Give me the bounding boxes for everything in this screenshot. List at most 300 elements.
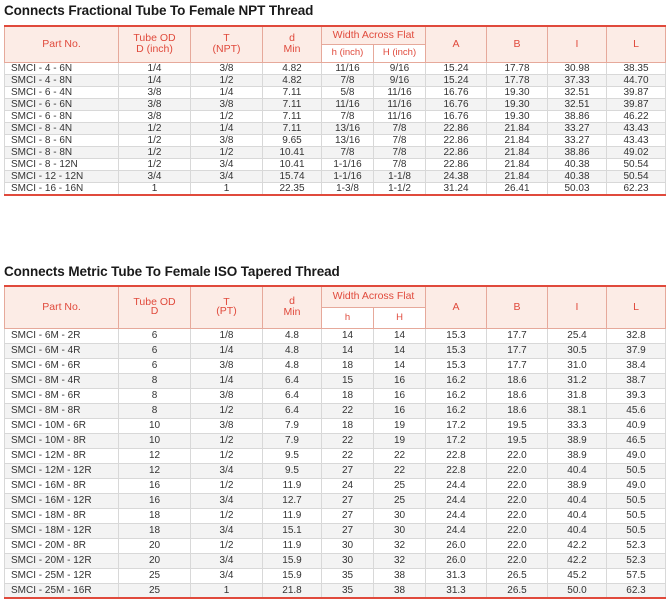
cell-tube-od: 12 xyxy=(119,448,191,463)
cell-a: 16.2 xyxy=(426,403,487,418)
cell-a: 24.4 xyxy=(426,523,487,538)
cell-a: 24.4 xyxy=(426,508,487,523)
cell-thread: 3/4 xyxy=(191,523,263,538)
fractional-table-body xyxy=(5,62,666,195)
cell-i: 38.9 xyxy=(548,433,607,448)
cell-d-min: 21.8 xyxy=(263,583,322,598)
cell-thread: 3/8 xyxy=(191,98,263,110)
cell-thread: 3/4 xyxy=(191,170,263,182)
header-l: L xyxy=(607,286,666,328)
cell-tube-od: 1/2 xyxy=(119,122,191,134)
header-tube-od: Tube OD D (inch) xyxy=(119,26,191,62)
cell-part-no: SMCI - 6M - 4R xyxy=(5,343,119,358)
cell-a: 22.86 xyxy=(426,146,487,158)
metric-iso-table xyxy=(4,285,666,599)
cell-tube-od: 20 xyxy=(119,538,191,553)
cell-h-small: 22 xyxy=(322,433,374,448)
cell-d-min: 4.8 xyxy=(263,358,322,373)
cell-i: 37.33 xyxy=(548,74,607,86)
cell-b: 19.30 xyxy=(487,86,548,98)
cell-h-small: 22 xyxy=(322,403,374,418)
cell-a: 24.38 xyxy=(426,170,487,182)
cell-i: 31.8 xyxy=(548,388,607,403)
cell-part-no: SMCI - 16M - 8R xyxy=(5,478,119,493)
cell-h-small: 27 xyxy=(322,463,374,478)
cell-l: 49.0 xyxy=(607,478,666,493)
cell-d-min: 11.9 xyxy=(263,478,322,493)
cell-h-large: 38 xyxy=(374,568,426,583)
cell-part-no: SMCI - 8M - 4R xyxy=(5,373,119,388)
cell-l: 50.54 xyxy=(607,158,666,170)
cell-i: 38.86 xyxy=(548,146,607,158)
cell-thread: 1/2 xyxy=(191,74,263,86)
cell-b: 19.5 xyxy=(487,418,548,433)
cell-part-no: SMCI - 4 - 8N xyxy=(5,74,119,86)
cell-b: 17.7 xyxy=(487,328,548,343)
cell-l: 40.9 xyxy=(607,418,666,433)
cell-d-min: 6.4 xyxy=(263,403,322,418)
cell-thread: 3/8 xyxy=(191,134,263,146)
cell-h-large: 14 xyxy=(374,343,426,358)
table-row xyxy=(5,418,666,433)
table-row xyxy=(5,358,666,373)
cell-i: 38.1 xyxy=(548,403,607,418)
cell-tube-od: 16 xyxy=(119,493,191,508)
cell-tube-od: 1/2 xyxy=(119,158,191,170)
cell-b: 21.84 xyxy=(487,146,548,158)
table-row xyxy=(5,328,666,343)
cell-h-large: 32 xyxy=(374,538,426,553)
cell-tube-od: 6 xyxy=(119,328,191,343)
table-row xyxy=(5,98,666,110)
cell-part-no: SMCI - 18M - 8R xyxy=(5,508,119,523)
cell-h-large: 7/8 xyxy=(374,158,426,170)
cell-b: 22.0 xyxy=(487,538,548,553)
cell-h-small: 7/8 xyxy=(322,110,374,122)
table-row xyxy=(5,388,666,403)
cell-h-large: 9/16 xyxy=(374,74,426,86)
cell-l: 57.5 xyxy=(607,568,666,583)
table-row xyxy=(5,74,666,86)
cell-part-no: SMCI - 8 - 8N xyxy=(5,146,119,158)
cell-a: 26.0 xyxy=(426,553,487,568)
cell-h-small: 7/8 xyxy=(322,146,374,158)
cell-part-no: SMCI - 20M - 8R xyxy=(5,538,119,553)
cell-i: 42.2 xyxy=(548,538,607,553)
cell-l: 39.87 xyxy=(607,98,666,110)
cell-d-min: 10.41 xyxy=(263,146,322,158)
cell-h-small: 27 xyxy=(322,523,374,538)
cell-i: 42.2 xyxy=(548,553,607,568)
cell-h-small: 30 xyxy=(322,553,374,568)
cell-a: 22.86 xyxy=(426,158,487,170)
cell-l: 62.23 xyxy=(607,182,666,195)
cell-h-small: 30 xyxy=(322,538,374,553)
cell-i: 50.0 xyxy=(548,583,607,598)
cell-h-small: 35 xyxy=(322,568,374,583)
table-row xyxy=(5,508,666,523)
cell-l: 50.5 xyxy=(607,463,666,478)
cell-l: 49.0 xyxy=(607,448,666,463)
cell-l: 43.43 xyxy=(607,122,666,134)
cell-a: 17.2 xyxy=(426,433,487,448)
header-part-no: Part No. xyxy=(5,26,119,62)
cell-a: 31.3 xyxy=(426,583,487,598)
cell-a: 31.3 xyxy=(426,568,487,583)
cell-a: 22.8 xyxy=(426,463,487,478)
header-h-large: H (inch) xyxy=(374,44,426,62)
cell-thread: 1/4 xyxy=(191,343,263,358)
cell-h-small: 1-3/8 xyxy=(322,182,374,195)
cell-i: 40.4 xyxy=(548,523,607,538)
cell-h-small: 1-1/16 xyxy=(322,170,374,182)
cell-tube-od: 18 xyxy=(119,523,191,538)
cell-h-large: 22 xyxy=(374,448,426,463)
cell-part-no: SMCI - 6 - 8N xyxy=(5,110,119,122)
cell-b: 17.78 xyxy=(487,74,548,86)
cell-h-small: 27 xyxy=(322,508,374,523)
cell-tube-od: 3/8 xyxy=(119,86,191,98)
cell-h-large: 16 xyxy=(374,403,426,418)
cell-d-min: 22.35 xyxy=(263,182,322,195)
cell-i: 40.4 xyxy=(548,463,607,478)
cell-h-large: 14 xyxy=(374,328,426,343)
header-tube-od: Tube OD D xyxy=(119,286,191,328)
cell-b: 17.78 xyxy=(487,62,548,74)
cell-tube-od: 3/8 xyxy=(119,110,191,122)
cell-part-no: SMCI - 8 - 6N xyxy=(5,134,119,146)
header-l: L xyxy=(607,26,666,62)
cell-thread: 1/2 xyxy=(191,538,263,553)
cell-part-no: SMCI - 4 - 6N xyxy=(5,62,119,74)
cell-part-no: SMCI - 16 - 16N xyxy=(5,182,119,195)
table-row xyxy=(5,158,666,170)
table-row xyxy=(5,463,666,478)
header-b: B xyxy=(487,286,548,328)
cell-d-min: 9.5 xyxy=(263,463,322,478)
cell-thread: 1/2 xyxy=(191,146,263,158)
cell-i: 38.86 xyxy=(548,110,607,122)
cell-b: 26.41 xyxy=(487,182,548,195)
cell-b: 22.0 xyxy=(487,493,548,508)
table-row xyxy=(5,110,666,122)
cell-d-min: 4.8 xyxy=(263,328,322,343)
cell-part-no: SMCI - 10M - 6R xyxy=(5,418,119,433)
cell-thread: 1/2 xyxy=(191,110,263,122)
cell-i: 40.4 xyxy=(548,508,607,523)
cell-a: 26.0 xyxy=(426,538,487,553)
cell-l: 37.9 xyxy=(607,343,666,358)
cell-part-no: SMCI - 12M - 12R xyxy=(5,463,119,478)
cell-b: 17.7 xyxy=(487,343,548,358)
cell-thread: 1 xyxy=(191,583,263,598)
cell-h-small: 11/16 xyxy=(322,62,374,74)
cell-h-small: 18 xyxy=(322,358,374,373)
cell-b: 22.0 xyxy=(487,508,548,523)
cell-l: 32.8 xyxy=(607,328,666,343)
fractional-npt-table xyxy=(4,25,666,196)
cell-a: 16.76 xyxy=(426,86,487,98)
cell-l: 39.87 xyxy=(607,86,666,98)
cell-l: 43.43 xyxy=(607,134,666,146)
cell-i: 40.38 xyxy=(548,170,607,182)
cell-h-large: 25 xyxy=(374,478,426,493)
cell-thread: 1/4 xyxy=(191,373,263,388)
cell-i: 33.27 xyxy=(548,122,607,134)
cell-i: 40.4 xyxy=(548,493,607,508)
cell-h-large: 1-1/8 xyxy=(374,170,426,182)
cell-a: 15.24 xyxy=(426,62,487,74)
section-title-fractional: Connects Fractional Tube To Female NPT Thread xyxy=(4,3,314,18)
cell-i: 33.27 xyxy=(548,134,607,146)
cell-h-small: 1-1/16 xyxy=(322,158,374,170)
cell-tube-od: 10 xyxy=(119,433,191,448)
cell-b: 18.6 xyxy=(487,403,548,418)
cell-thread: 3/8 xyxy=(191,62,263,74)
cell-thread: 3/8 xyxy=(191,418,263,433)
cell-part-no: SMCI - 6 - 6N xyxy=(5,98,119,110)
table-row xyxy=(5,343,666,358)
cell-thread: 3/4 xyxy=(191,493,263,508)
cell-b: 17.7 xyxy=(487,358,548,373)
header-part-no: Part No. xyxy=(5,286,119,328)
cell-h-small: 18 xyxy=(322,418,374,433)
cell-a: 15.3 xyxy=(426,328,487,343)
cell-part-no: SMCI - 18M - 12R xyxy=(5,523,119,538)
cell-thread: 1/4 xyxy=(191,122,263,134)
cell-i: 33.3 xyxy=(548,418,607,433)
cell-b: 22.0 xyxy=(487,463,548,478)
cell-d-min: 12.7 xyxy=(263,493,322,508)
header-h-large: H xyxy=(374,307,426,328)
cell-l: 52.3 xyxy=(607,553,666,568)
cell-part-no: SMCI - 6 - 4N xyxy=(5,86,119,98)
cell-tube-od: 18 xyxy=(119,508,191,523)
cell-tube-od: 12 xyxy=(119,463,191,478)
cell-thread: 3/4 xyxy=(191,553,263,568)
cell-i: 38.9 xyxy=(548,448,607,463)
header-width-across-flat: Width Across Flat xyxy=(322,286,426,307)
cell-l: 52.3 xyxy=(607,538,666,553)
cell-h-small: 11/16 xyxy=(322,98,374,110)
cell-thread: 1/2 xyxy=(191,448,263,463)
cell-h-large: 32 xyxy=(374,553,426,568)
cell-tube-od: 8 xyxy=(119,388,191,403)
cell-part-no: SMCI - 10M - 8R xyxy=(5,433,119,448)
cell-tube-od: 6 xyxy=(119,358,191,373)
cell-h-large: 9/16 xyxy=(374,62,426,74)
table-row xyxy=(5,62,666,74)
cell-a: 31.24 xyxy=(426,182,487,195)
cell-b: 22.0 xyxy=(487,553,548,568)
cell-tube-od: 10 xyxy=(119,418,191,433)
cell-h-large: 16 xyxy=(374,388,426,403)
table-row xyxy=(5,568,666,583)
cell-b: 21.84 xyxy=(487,170,548,182)
header-thread: T (NPT) xyxy=(191,26,263,62)
header-h-small: h (inch) xyxy=(322,44,374,62)
cell-b: 26.5 xyxy=(487,583,548,598)
cell-l: 46.22 xyxy=(607,110,666,122)
cell-i: 30.98 xyxy=(548,62,607,74)
cell-b: 19.5 xyxy=(487,433,548,448)
cell-a: 15.3 xyxy=(426,343,487,358)
cell-l: 45.6 xyxy=(607,403,666,418)
metric-table-body xyxy=(5,328,666,598)
cell-h-large: 11/16 xyxy=(374,86,426,98)
table-row xyxy=(5,373,666,388)
table-row xyxy=(5,122,666,134)
cell-d-min: 7.11 xyxy=(263,110,322,122)
cell-i: 31.0 xyxy=(548,358,607,373)
cell-h-small: 27 xyxy=(322,493,374,508)
cell-h-large: 38 xyxy=(374,583,426,598)
cell-tube-od: 3/4 xyxy=(119,170,191,182)
cell-h-small: 24 xyxy=(322,478,374,493)
cell-b: 26.5 xyxy=(487,568,548,583)
cell-i: 38.9 xyxy=(548,478,607,493)
cell-h-small: 22 xyxy=(322,448,374,463)
header-h-small: h xyxy=(322,307,374,328)
cell-h-large: 7/8 xyxy=(374,134,426,146)
cell-part-no: SMCI - 6M - 2R xyxy=(5,328,119,343)
cell-part-no: SMCI - 8 - 12N xyxy=(5,158,119,170)
cell-l: 50.5 xyxy=(607,523,666,538)
cell-a: 16.76 xyxy=(426,98,487,110)
header-a: A xyxy=(426,26,487,62)
header-thread: T (PT) xyxy=(191,286,263,328)
cell-b: 19.30 xyxy=(487,110,548,122)
header-i: I xyxy=(548,286,607,328)
cell-part-no: SMCI - 8 - 4N xyxy=(5,122,119,134)
table-row xyxy=(5,583,666,598)
cell-part-no: SMCI - 25M - 16R xyxy=(5,583,119,598)
cell-d-min: 7.9 xyxy=(263,418,322,433)
cell-tube-od: 25 xyxy=(119,583,191,598)
cell-part-no: SMCI - 12 - 12N xyxy=(5,170,119,182)
cell-h-small: 13/16 xyxy=(322,122,374,134)
cell-h-large: 14 xyxy=(374,358,426,373)
cell-part-no: SMCI - 12M - 8R xyxy=(5,448,119,463)
cell-l: 39.3 xyxy=(607,388,666,403)
cell-b: 19.30 xyxy=(487,98,548,110)
cell-l: 50.54 xyxy=(607,170,666,182)
table-row xyxy=(5,478,666,493)
cell-b: 22.0 xyxy=(487,448,548,463)
cell-b: 21.84 xyxy=(487,158,548,170)
table-row xyxy=(5,523,666,538)
cell-h-large: 22 xyxy=(374,463,426,478)
cell-a: 16.2 xyxy=(426,373,487,388)
table-row xyxy=(5,553,666,568)
table-row xyxy=(5,493,666,508)
cell-a: 22.86 xyxy=(426,122,487,134)
cell-tube-od: 8 xyxy=(119,403,191,418)
cell-part-no: SMCI - 16M - 12R xyxy=(5,493,119,508)
cell-d-min: 15.9 xyxy=(263,568,322,583)
cell-thread: 1/8 xyxy=(191,328,263,343)
cell-l: 49.02 xyxy=(607,146,666,158)
cell-i: 50.03 xyxy=(548,182,607,195)
cell-d-min: 15.9 xyxy=(263,553,322,568)
cell-d-min: 6.4 xyxy=(263,388,322,403)
cell-part-no: SMCI - 8M - 6R xyxy=(5,388,119,403)
cell-h-large: 30 xyxy=(374,508,426,523)
cell-d-min: 4.82 xyxy=(263,62,322,74)
cell-tube-od: 16 xyxy=(119,478,191,493)
cell-thread: 1/2 xyxy=(191,508,263,523)
cell-h-large: 30 xyxy=(374,523,426,538)
cell-thread: 3/8 xyxy=(191,358,263,373)
cell-h-large: 11/16 xyxy=(374,110,426,122)
cell-d-min: 15.74 xyxy=(263,170,322,182)
cell-part-no: SMCI - 6M - 6R xyxy=(5,358,119,373)
cell-tube-od: 6 xyxy=(119,343,191,358)
cell-b: 18.6 xyxy=(487,388,548,403)
cell-thread: 1/2 xyxy=(191,403,263,418)
cell-d-min: 4.8 xyxy=(263,343,322,358)
cell-i: 30.5 xyxy=(548,343,607,358)
cell-h-small: 18 xyxy=(322,388,374,403)
cell-i: 40.38 xyxy=(548,158,607,170)
cell-b: 22.0 xyxy=(487,478,548,493)
cell-i: 25.4 xyxy=(548,328,607,343)
cell-h-small: 15 xyxy=(322,373,374,388)
header-a: A xyxy=(426,286,487,328)
cell-tube-od: 25 xyxy=(119,568,191,583)
cell-tube-od: 20 xyxy=(119,553,191,568)
cell-d-min: 7.11 xyxy=(263,98,322,110)
header-width-across-flat: Width Across Flat xyxy=(322,26,426,44)
cell-h-small: 35 xyxy=(322,583,374,598)
cell-b: 18.6 xyxy=(487,373,548,388)
cell-h-large: 1-1/2 xyxy=(374,182,426,195)
cell-thread: 1/2 xyxy=(191,478,263,493)
cell-part-no: SMCI - 25M - 12R xyxy=(5,568,119,583)
cell-l: 38.4 xyxy=(607,358,666,373)
cell-d-min: 11.9 xyxy=(263,508,322,523)
cell-h-small: 14 xyxy=(322,343,374,358)
cell-d-min: 7.9 xyxy=(263,433,322,448)
cell-h-small: 5/8 xyxy=(322,86,374,98)
cell-d-min: 7.11 xyxy=(263,122,322,134)
cell-thread: 3/4 xyxy=(191,463,263,478)
cell-b: 22.0 xyxy=(487,523,548,538)
cell-d-min: 11.9 xyxy=(263,538,322,553)
cell-h-large: 19 xyxy=(374,433,426,448)
cell-h-large: 16 xyxy=(374,373,426,388)
cell-h-large: 25 xyxy=(374,493,426,508)
cell-d-min: 6.4 xyxy=(263,373,322,388)
cell-d-min: 7.11 xyxy=(263,86,322,98)
cell-l: 38.7 xyxy=(607,373,666,388)
cell-tube-od: 3/8 xyxy=(119,98,191,110)
cell-i: 45.2 xyxy=(548,568,607,583)
cell-tube-od: 1/2 xyxy=(119,146,191,158)
cell-thread: 3/8 xyxy=(191,388,263,403)
cell-h-large: 7/8 xyxy=(374,146,426,158)
table-row xyxy=(5,86,666,98)
cell-i: 32.51 xyxy=(548,98,607,110)
cell-thread: 1/2 xyxy=(191,433,263,448)
cell-part-no: SMCI - 20M - 12R xyxy=(5,553,119,568)
cell-l: 50.5 xyxy=(607,508,666,523)
table-row xyxy=(5,182,666,195)
cell-a: 15.24 xyxy=(426,74,487,86)
cell-thread: 1 xyxy=(191,182,263,195)
cell-h-small: 13/16 xyxy=(322,134,374,146)
cell-d-min: 10.41 xyxy=(263,158,322,170)
